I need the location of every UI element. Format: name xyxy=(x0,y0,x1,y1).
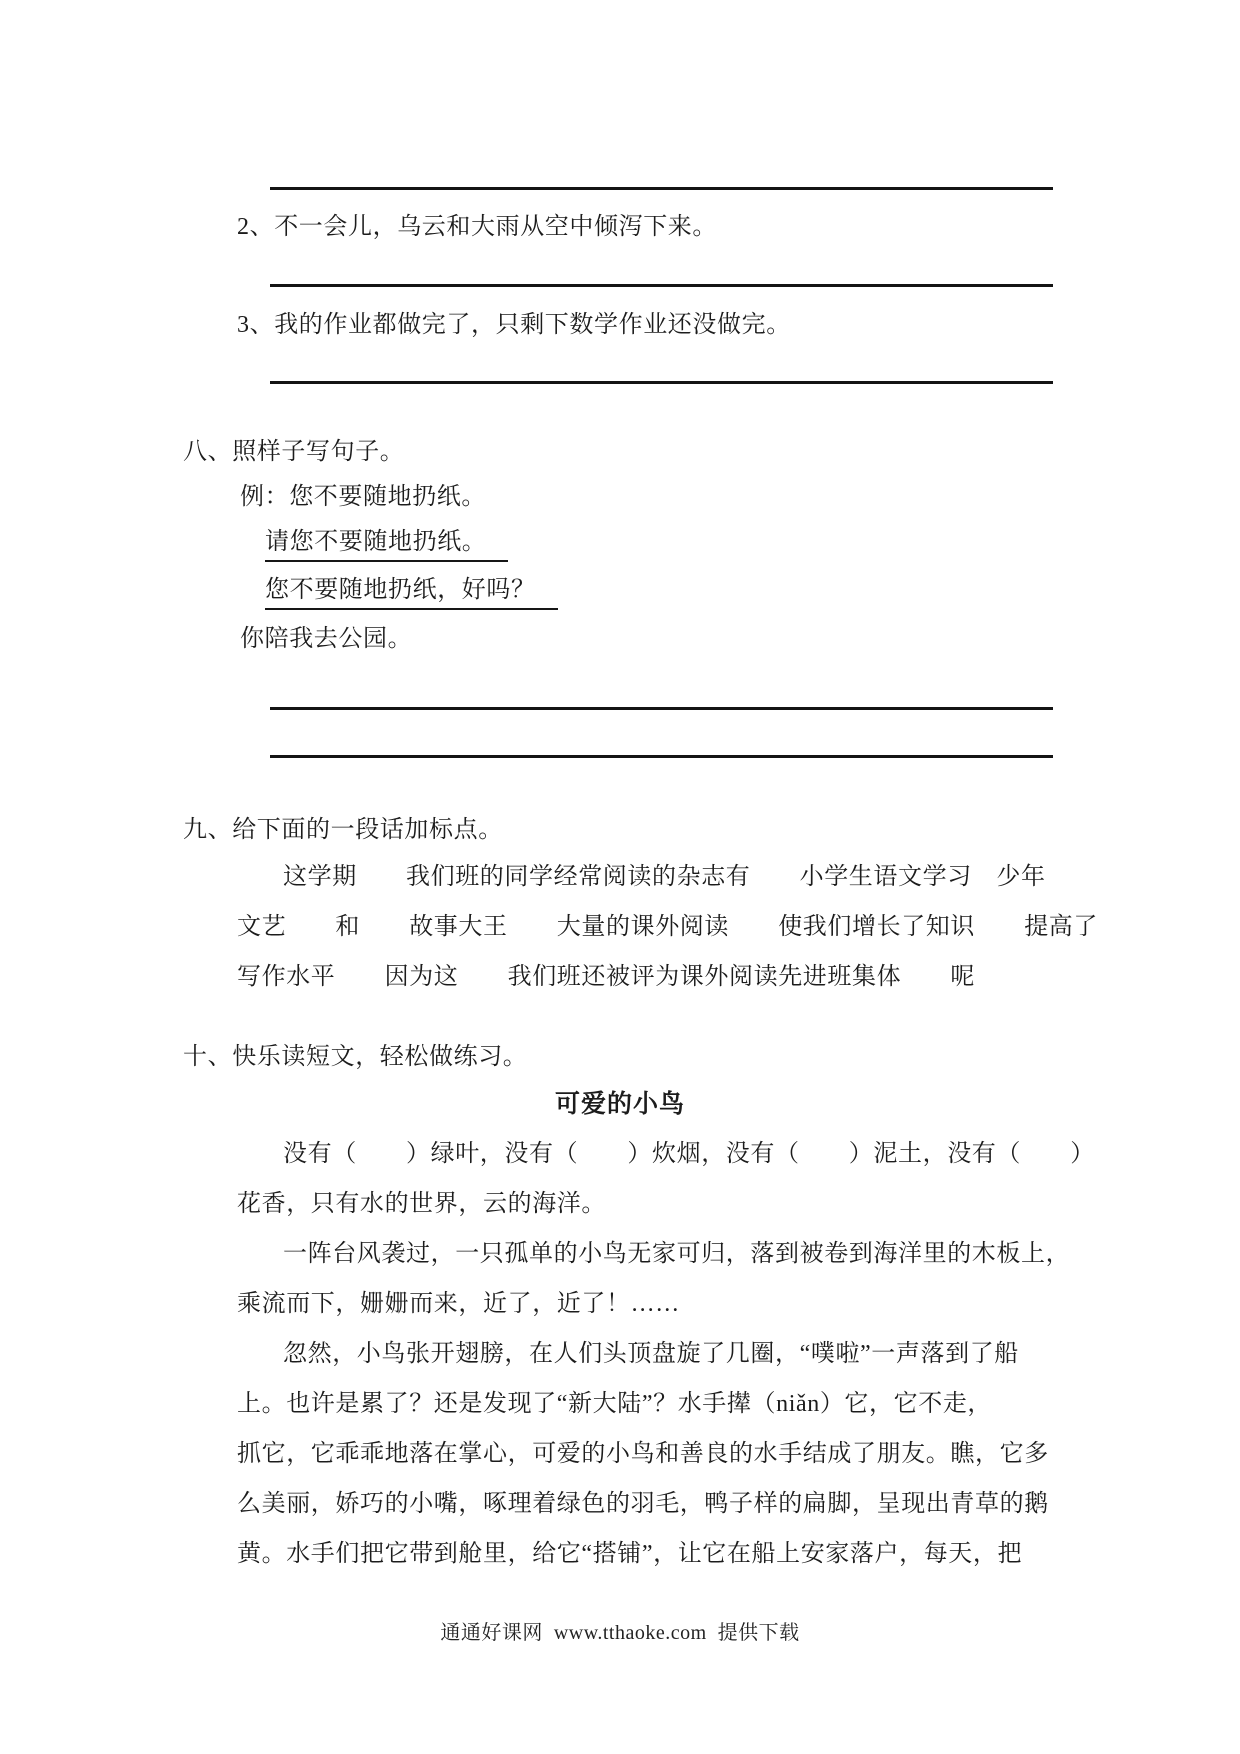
passage-title: 可爱的小鸟 xyxy=(554,1091,685,1118)
answer-blank-line xyxy=(270,284,1053,287)
answer-blank-line xyxy=(270,381,1053,384)
paragraph-line: 写作水平 因为这 我们班还被评为课外阅读先进班集体 呢 xyxy=(237,964,975,990)
passage-body xyxy=(237,1129,1095,1579)
example-answer-2 xyxy=(265,575,558,610)
passage-line: 没有（ ）绿叶，没有（ ）炊烟，没有（ ）泥土，没有（ ） xyxy=(283,1141,1095,1167)
passage-line: 么美丽，娇巧的小嘴，啄理着绿色的羽毛，鸭子样的扁脚，呈现出青草的鹅 xyxy=(237,1491,1049,1517)
passage-line: 黄。水手们把它带到舱里，给它“搭铺”，让它在船上安家落户，每天，把 xyxy=(237,1541,1023,1567)
paragraph-line: 文艺 和 故事大王 大量的课外阅读 使我们增长了知识 提高了 xyxy=(237,914,1098,940)
section-nine-heading: 九、给下面的一段话加标点。 xyxy=(183,817,503,843)
passage-line: 抓它，它乖乖地落在掌心，可爱的小鸟和善良的水手结成了朋友。瞧，它多 xyxy=(237,1441,1049,1467)
passage-line: 上。也许是累了？还是发现了“新大陆”？水手撵（niǎn）它，它不走， xyxy=(237,1391,993,1417)
revise-item-2: 2、不一会儿，乌云和大雨从空中倾泻下来。 xyxy=(237,214,717,240)
footer-watermark: 通通好课网 www.tthaoke.com 提供下载 xyxy=(440,1622,800,1644)
example-sentence: 例：您不要随地扔纸。 xyxy=(240,484,486,510)
underlined-answer-text: 请您不要随地扔纸。 xyxy=(265,527,508,562)
punctuation-paragraph xyxy=(237,852,1098,1002)
passage-line: 忽然，小鸟张开翅膀，在人们头顶盘旋了几圈，“噗啦”一声落到了船 xyxy=(283,1341,1019,1367)
passage-line: 乘流而下，姗姗而来，近了，近了！…… xyxy=(237,1291,680,1317)
answer-blank-line xyxy=(270,755,1053,758)
answer-blank-line xyxy=(270,187,1053,190)
revise-item-3: 3、我的作业都做完了，只剩下数学作业还没做完。 xyxy=(237,312,791,338)
section-ten-heading: 十、快乐读短文，轻松做练习。 xyxy=(183,1044,528,1070)
section-eight-heading: 八、照样子写句子。 xyxy=(183,439,405,465)
paragraph-line: 这学期 我们班的同学经常阅读的杂志有 小学生语文学习 少年 xyxy=(283,864,1046,890)
passage-line: 花香，只有水的世界，云的海洋。 xyxy=(237,1191,606,1217)
example-answer-1 xyxy=(265,527,508,562)
answer-blank-line xyxy=(270,707,1053,710)
underlined-answer-text: 您不要随地扔纸，好吗？ xyxy=(265,575,558,610)
practice-sentence: 你陪我去公园。 xyxy=(240,626,413,652)
passage-line: 一阵台风袭过，一只孤单的小鸟无家可归，落到被卷到海洋里的木板上， xyxy=(283,1241,1071,1267)
